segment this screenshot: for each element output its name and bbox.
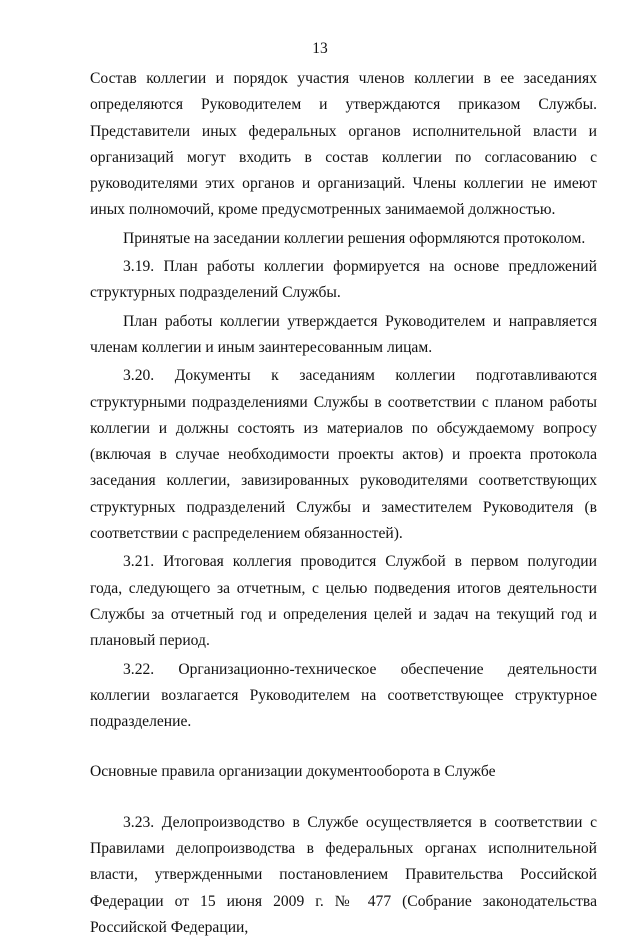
paragraph-3-22: 3.22. Организационно-техническое обеспечение деятельности коллегии возлагается Руководителем на соответствующее структурное подразделение. xyxy=(90,660,597,731)
paragraph-3-21: 3.21. Итоговая коллегия проводится Службой в первом полугодии года, следующего за отчетным, с целью подведения итогов деятельности Службы за отчетный год и определения целей и задач на текущий год и плановый период. xyxy=(90,553,597,650)
paragraph-3-19: 3.19. План работы коллегии формируется на основе предложений структурных подразделений Службы. xyxy=(90,258,597,302)
paragraph-3-20: 3.20. Документы к заседаниям коллегии подготавливаются структурными подразделениями Службы в соответствии с планом работы коллегии и должны состоять из материалов по обсуждаемому вопросу (включая в случае необходимости проекты актов) и проекта протокола заседания коллегии, завизированных руководителями соответствующих структурных подразделений Службы и заместителем Руководителя (в соответствии с распределением обязанностей). xyxy=(90,367,597,543)
paragraph-3-23: 3.23. Делопроизводство в Службе осуществляется в соответствии с Правилами делопроизводства в федеральных органах исполнительной власти, утвержденными постановлением Правительства Российской Федерации от 15 июня 2009 г. № 477 (Собрание законодательства Российской Федерации, xyxy=(90,813,597,936)
document-body xyxy=(90,66,597,941)
paragraph-council-decisions: Принятые на заседании коллегии решения оформляются протоколом. xyxy=(123,229,586,247)
page-number: 13 xyxy=(312,40,328,57)
section-heading: Основные правила организации документооборота в Службе xyxy=(90,763,496,781)
paragraph-council-composition: Состав коллегии и порядок участия членов коллегии в ее заседаниях определяются Руководителем и утверждаются приказом Службы. Представители иных федеральных органов исполнительной власти и организаций могут входить в состав коллегии по согласованию с руководителями этих органов и организаций. Члены коллегии не имеют иных полномочий, кроме предусмотренных занимаемой должностью. xyxy=(90,70,597,219)
paragraph-work-plan: План работы коллегии утверждается Руководителем и направляется членам коллегии и иным заинтересованным лицам. xyxy=(90,312,597,356)
